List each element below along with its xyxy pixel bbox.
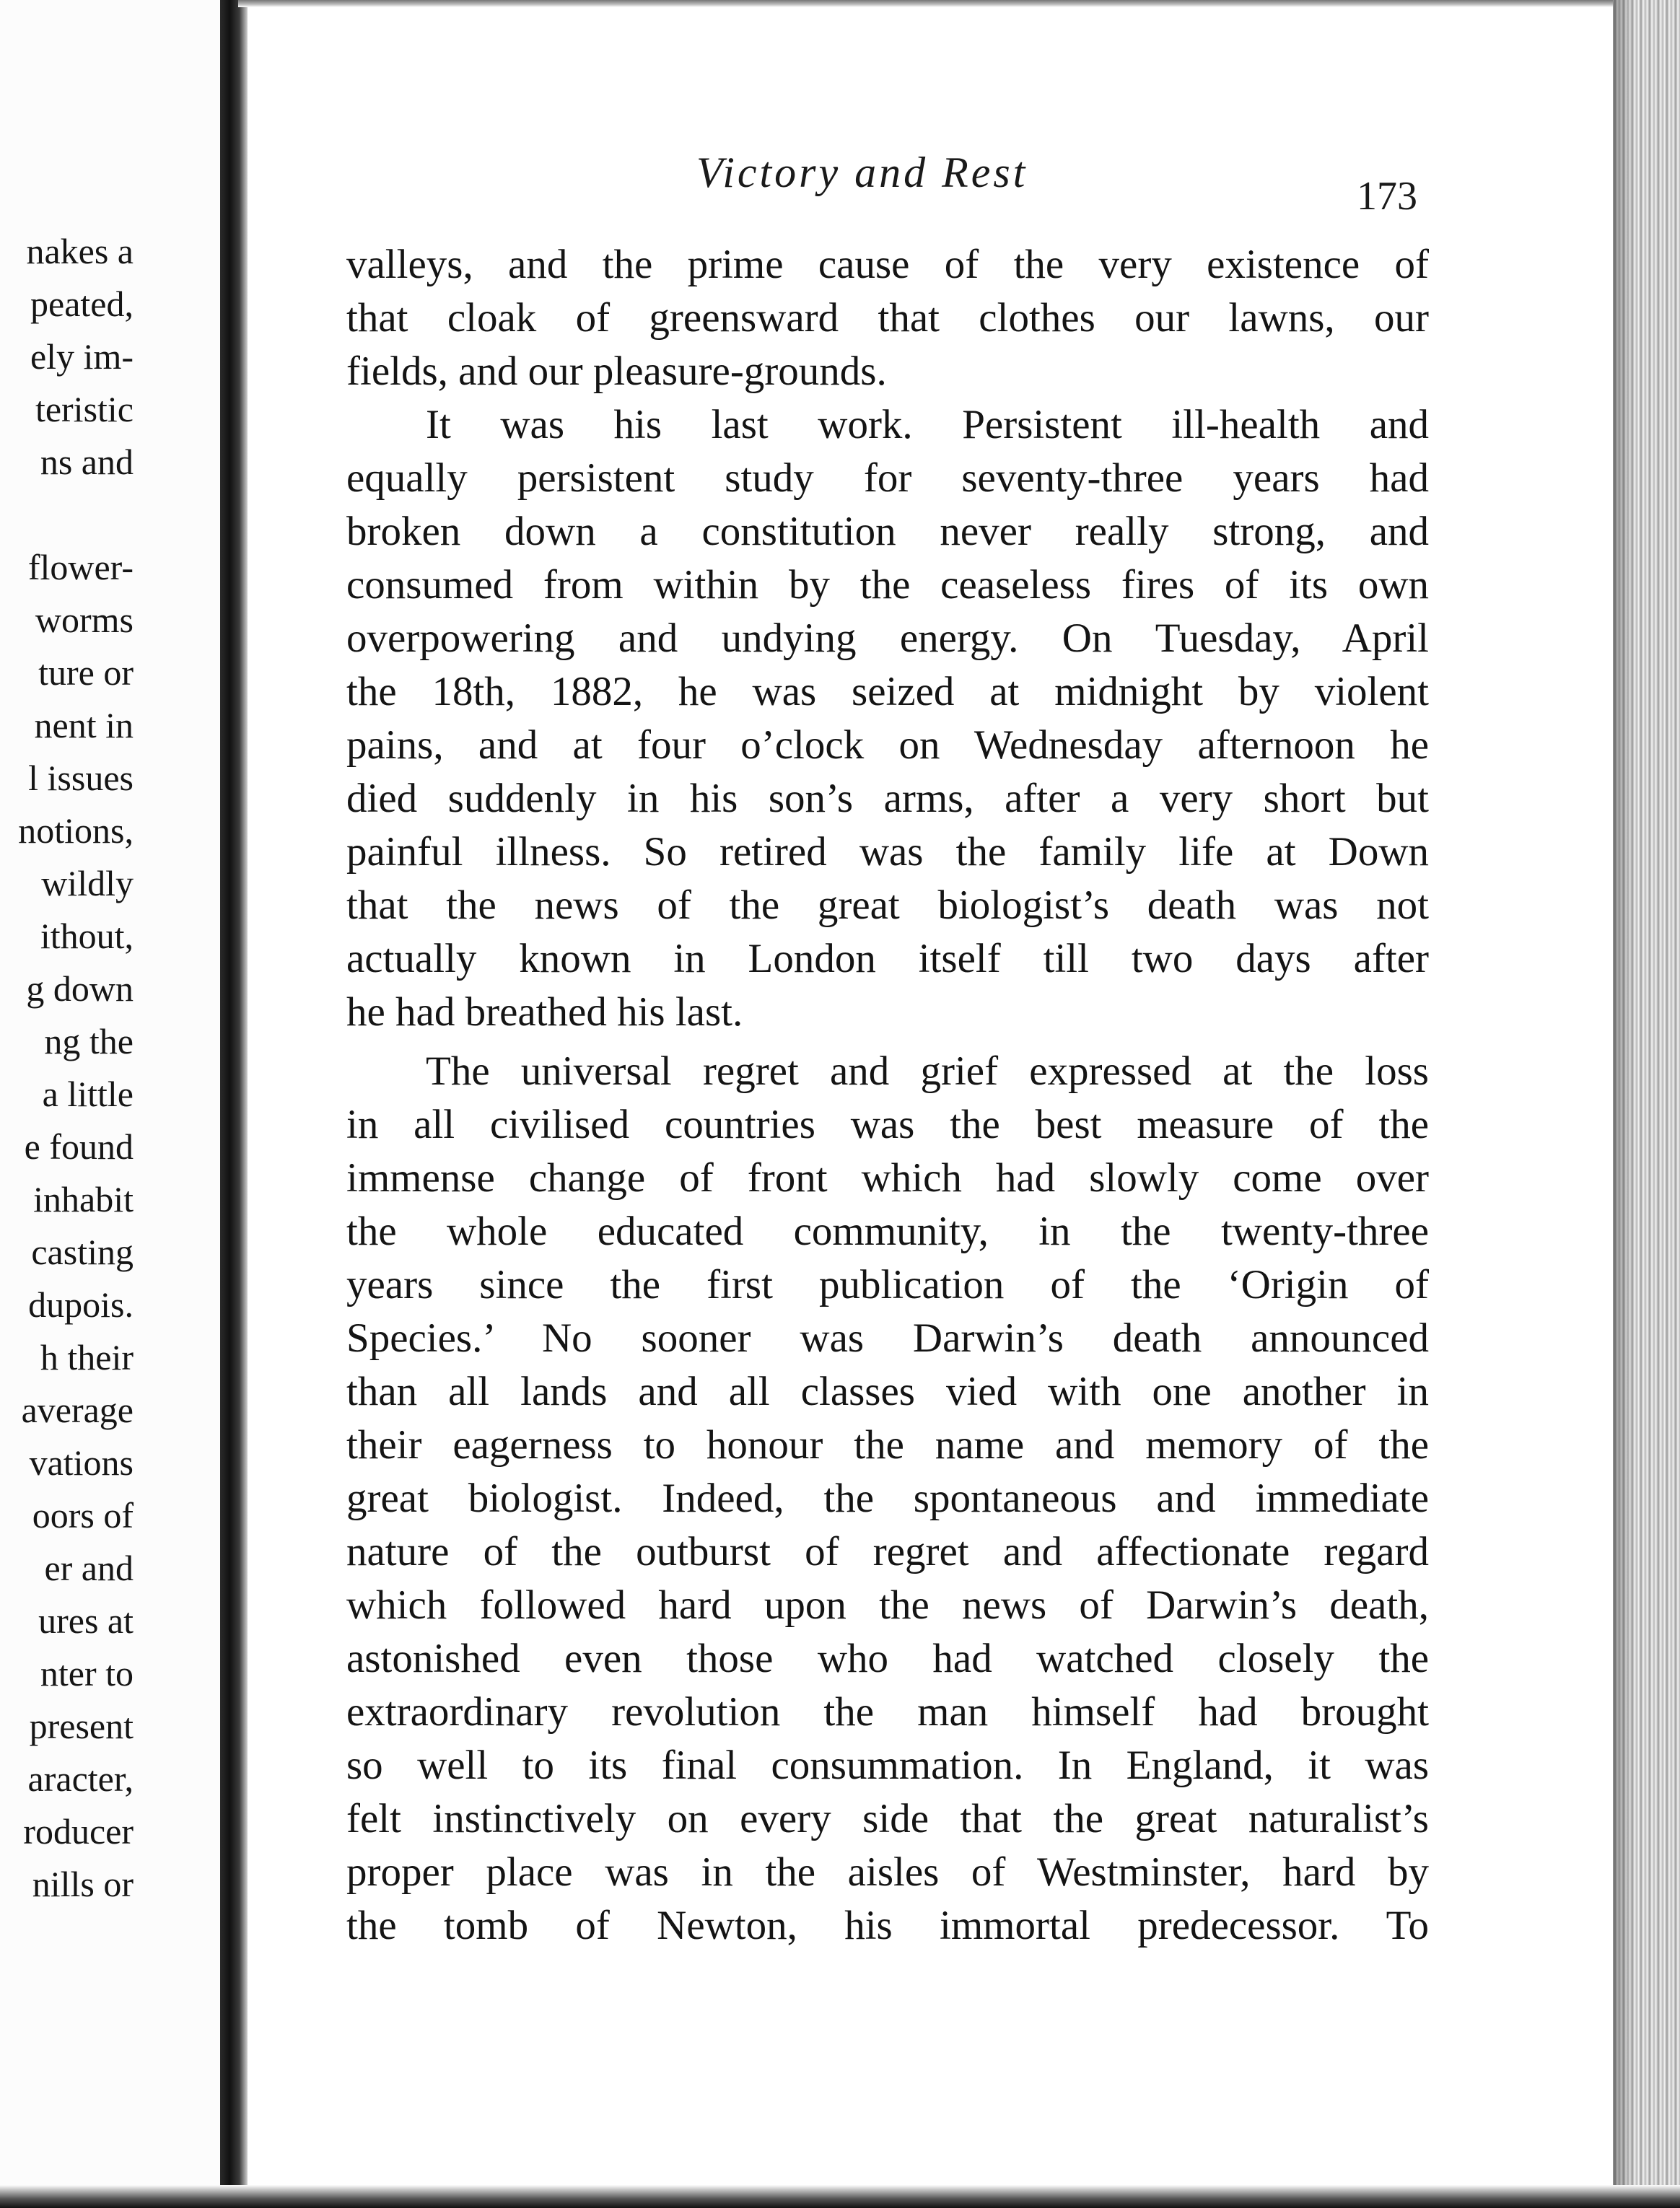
- body-line: astonished even those who had watched closely the: [346, 1636, 1429, 1681]
- left-page-line: roducer: [23, 1811, 134, 1852]
- left-page-line: ures at: [38, 1600, 134, 1641]
- left-page-line: g down: [26, 968, 134, 1009]
- body-line: proper place was in the aisles of Westminster, hard by: [346, 1849, 1429, 1895]
- left-page-line: ns and: [40, 442, 134, 482]
- left-page-line: ithout,: [40, 916, 134, 956]
- left-page-line: oors of: [32, 1495, 134, 1535]
- body-line: It was his last work. Persistent ill-health and: [426, 402, 1429, 447]
- left-page-line: l issues: [28, 758, 134, 798]
- left-page-line: nills or: [32, 1864, 134, 1904]
- left-page-line: inhabit: [33, 1179, 134, 1219]
- left-page-line: ng the: [44, 1021, 134, 1061]
- body-line: that cloak of greensward that clothes our lawns, our: [346, 295, 1429, 341]
- left-page-line: wildly: [41, 863, 134, 903]
- page-bottom-edge: [0, 2185, 1680, 2208]
- left-page-line: dupois.: [28, 1284, 134, 1325]
- body-line: in all civilised countries was the best measure of the: [346, 1102, 1429, 1147]
- left-page-line: present: [29, 1706, 134, 1746]
- body-line: he had breathed his last.: [346, 989, 743, 1035]
- body-line: the whole educated community, in the twenty-three: [346, 1209, 1429, 1254]
- left-page-line: teristic: [35, 389, 134, 429]
- left-page-line: flower-: [27, 547, 134, 587]
- body-line: overpowering and undying energy. On Tuesday, April: [346, 615, 1429, 661]
- body-line: which followed hard upon the news of Darwin’s death,: [346, 1582, 1429, 1628]
- body-line: the tomb of Newton, his immortal predecessor. To: [346, 1903, 1429, 1948]
- left-page-line: e found: [24, 1126, 134, 1167]
- left-page-line: vations: [29, 1442, 134, 1483]
- body-line: The universal regret and grief expressed at the loss: [426, 1048, 1429, 1094]
- left-page: [0, 0, 220, 2208]
- body-line: painful illness. So retired was the family life at Down: [346, 829, 1429, 875]
- left-page-line: nakes a: [26, 231, 134, 271]
- body-line: years since the first publication of the ‘Origin of: [346, 1262, 1429, 1307]
- fore-edge-shadow: [1613, 0, 1635, 2208]
- body-line: pains, and at four o’clock on Wednesday afternoon he: [346, 722, 1429, 768]
- page-top-edge: [238, 0, 1624, 7]
- left-page-line: h their: [40, 1337, 134, 1377]
- body-line: actually known in London itself till two days after: [346, 936, 1429, 981]
- body-line: felt instinctively on every side that the great naturalist’s: [346, 1796, 1429, 1841]
- body-line: died suddenly in his son’s arms, after a very short but: [346, 776, 1429, 821]
- book-gutter: [220, 0, 248, 2208]
- body-line: their eagerness to honour the name and memory of the: [346, 1422, 1429, 1468]
- body-line: the 18th, 1882, he was seized at midnight by violent: [346, 669, 1429, 714]
- left-page-line: peated,: [30, 284, 134, 324]
- body-line: consumed from within by the ceaseless fires of its own: [346, 562, 1429, 608]
- body-line: than all lands and all classes vied with one another in: [346, 1369, 1429, 1414]
- page-number: 173: [1357, 174, 1417, 219]
- left-page-line: ture or: [38, 652, 134, 693]
- body-line: nature of the outburst of regret and affectionate regard: [346, 1529, 1429, 1574]
- body-line: equally persistent study for seventy-three years had: [346, 455, 1429, 501]
- left-page-line: a little: [42, 1074, 134, 1114]
- left-page-line: casting: [31, 1232, 134, 1272]
- running-head: Victory and Rest: [696, 149, 1028, 196]
- body-line: immense change of front which had slowly come over: [346, 1155, 1429, 1201]
- left-page-line: nent in: [34, 705, 134, 745]
- body-line: great biologist. Indeed, the spontaneous and immediate: [346, 1476, 1429, 1521]
- body-line: broken down a constitution never really strong, and: [346, 509, 1429, 554]
- body-line: that the news of the great biologist’s death was not: [346, 882, 1429, 928]
- body-line: extraordinary revolution the man himself had brought: [346, 1689, 1429, 1735]
- left-page-line: worms: [35, 600, 134, 640]
- left-page-line: aracter,: [27, 1758, 134, 1799]
- body-line: Species.’ No sooner was Darwin’s death announced: [346, 1315, 1429, 1361]
- left-page-line: er and: [44, 1548, 134, 1588]
- body-line: fields, and our pleasure-grounds.: [346, 349, 887, 394]
- left-page-line: average: [21, 1390, 134, 1430]
- left-page-line: notions,: [18, 810, 134, 851]
- body-line: so well to its final consummation. In England, it was: [346, 1743, 1429, 1788]
- left-page-line: nter to: [40, 1653, 134, 1694]
- body-line: valleys, and the prime cause of the very existence of: [346, 242, 1429, 287]
- left-page-line: ely im-: [30, 336, 134, 377]
